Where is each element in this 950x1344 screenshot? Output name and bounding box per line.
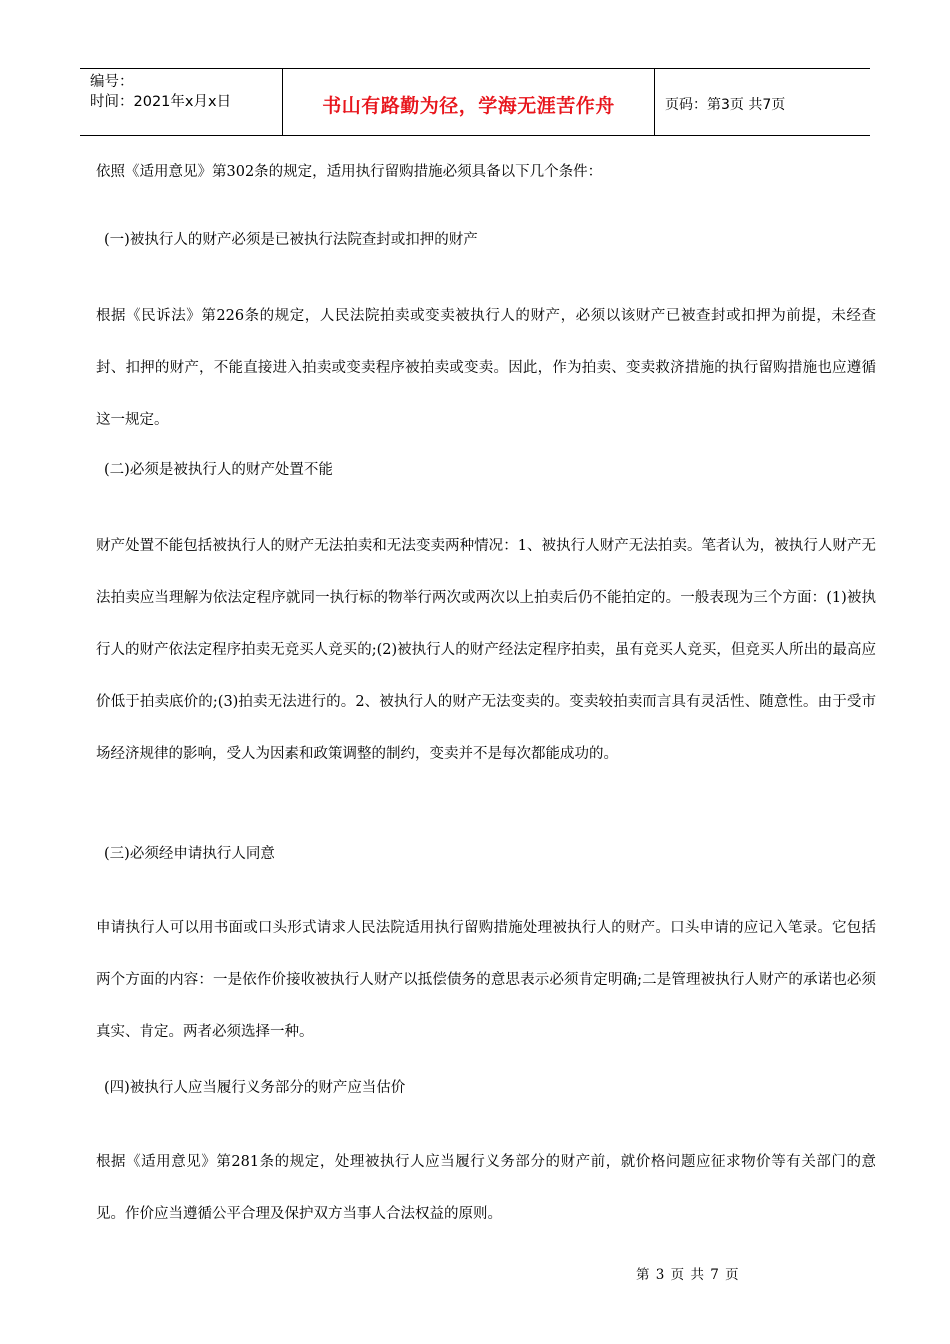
paragraph-section-2: 财产处置不能包括被执行人的财产无法拍卖和无法变卖两种情况：1、被执行人财产无法拍卖。笔者认为，被执行人财产无法拍卖应当理解为依法定程序就同一执行标的物举行两次或两次以上拍卖后仍不能拍定的。一般表现为三个方面：(1)被执行人的财产依法定程序拍卖无竞买人竞买的;(2)被执行人的财产经法定程序拍卖，虽有竞买人竞买，但竞买人所出的最高应价低于拍卖底价的;(3)拍卖无法进行的。2、被执行人的财产无法变卖的。变卖较拍卖而言具有灵活性、随意性。由于受市场经济规律的影响，受人为因素和政策调整的制约，变卖并不是每次都能成功的。 bbox=[96, 538, 876, 762]
paragraph-section-3: 申请执行人可以用书面或口头形式请求人民法院适用执行留购措施处理被执行人的财产。口头申请的应记入笔录。它包括两个方面的内容：一是依作价接收被执行人财产以抵偿债务的意思表示必须肯定明确;二是管理被执行人财产的承诺也必须真实、肯定。两者必须选择一种。 bbox=[96, 920, 876, 1040]
paragraph-section-4: 根据《适用意见》第281条的规定，处理被执行人应当履行义务部分的财产前，就价格问题应征求物价等有关部门的意见。作价应当遵循公平合理及保护双方当事人合法权益的原则。 bbox=[96, 1154, 876, 1222]
paragraph-section-1: 根据《民诉法》第226条的规定，人民法院拍卖或变卖被执行人的财产，必须以该财产已被查封或扣押为前提，未经查封、扣押的财产，不能直接进入拍卖或变卖程序被拍卖或变卖。因此，作为拍卖、变卖救济措施的执行留购措施也应遵循这一规定。 bbox=[96, 308, 876, 428]
section-heading-1: (一)被执行人的财产必须是已被执行法院查封或扣押的财产 bbox=[104, 232, 478, 248]
document-date-label: 时间：2021年x月x日 bbox=[90, 94, 232, 110]
section-heading-4: (四)被执行人应当履行义务部分的财产应当估价 bbox=[104, 1080, 406, 1096]
page-header bbox=[80, 68, 870, 136]
header-meta bbox=[80, 69, 282, 135]
section-heading-3: (三)必须经申请执行人同意 bbox=[104, 846, 275, 862]
paragraph-intro: 依照《适用意见》第302条的规定，适用执行留购措施必须具备以下几个条件： bbox=[96, 164, 603, 180]
section-heading-2: (二)必须是被执行人的财产处置不能 bbox=[104, 462, 333, 478]
header-motto: 书山有路勤为径，学海无涯苦作舟 bbox=[282, 69, 655, 135]
page-footer: 第 3 页 共 7 页 bbox=[636, 1267, 740, 1283]
header-page-label: 页码：第3页 共7页 bbox=[665, 97, 786, 113]
document-number-label: 编号： bbox=[90, 74, 134, 90]
